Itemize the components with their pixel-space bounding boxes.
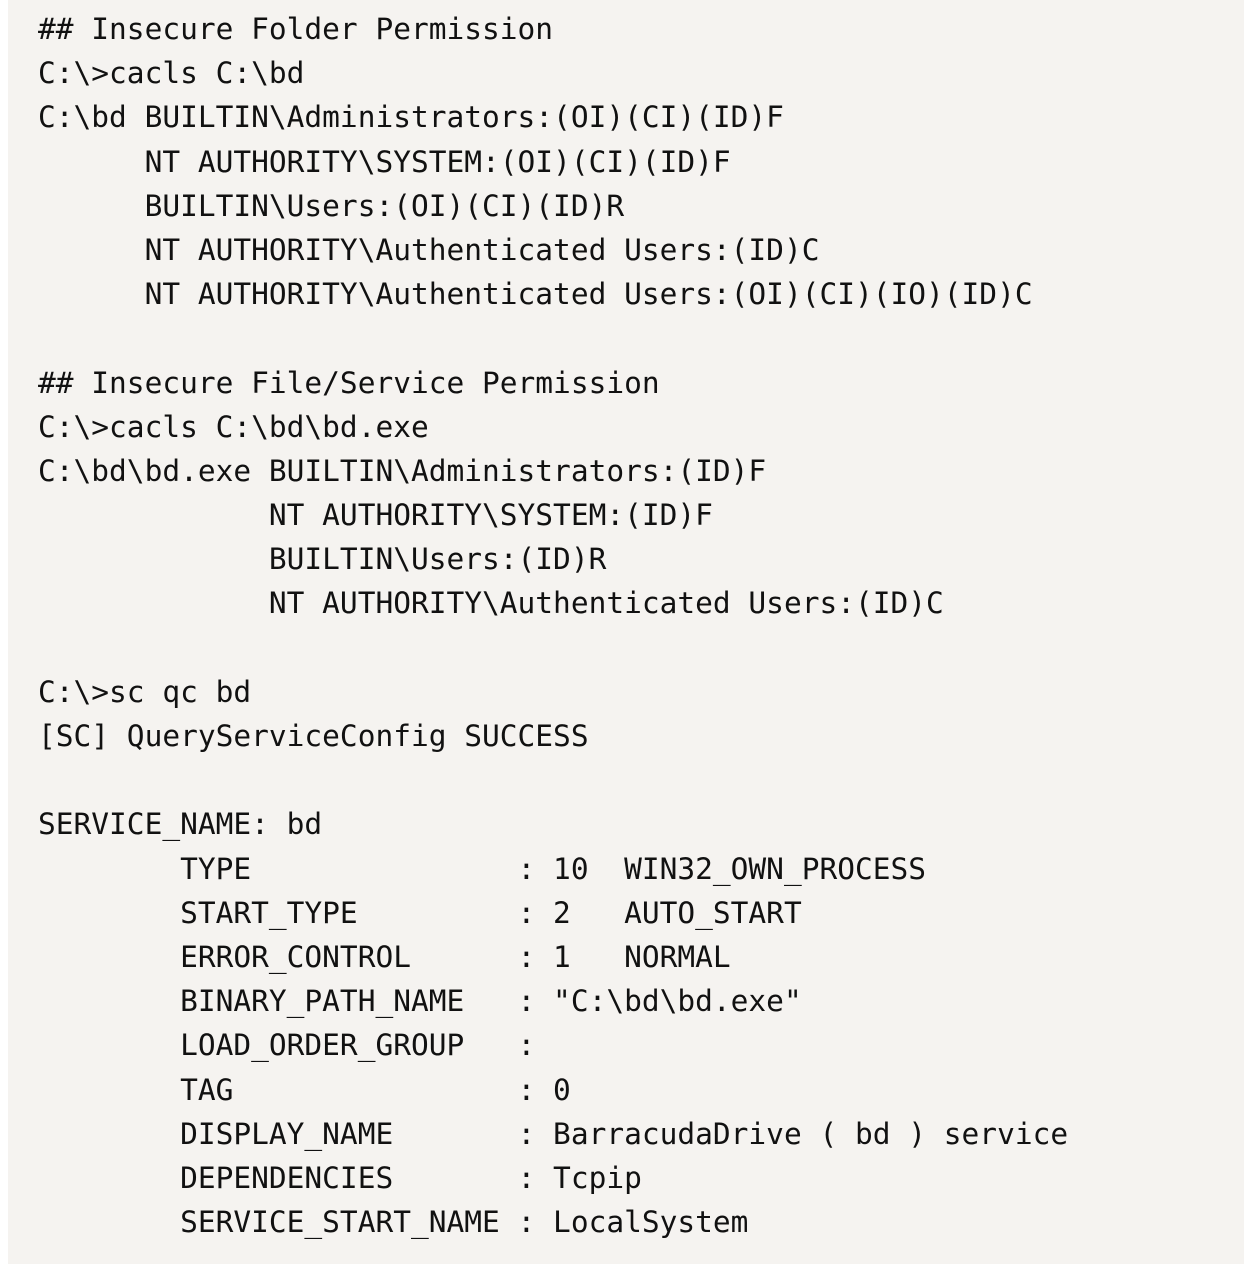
- code-line-blank: [38, 316, 1244, 360]
- code-line: C:\>cacls C:\bd: [38, 56, 305, 91]
- code-line: NT AUTHORITY\SYSTEM:(ID)F: [38, 498, 713, 533]
- code-line: [SC] QueryServiceConfig SUCCESS: [38, 719, 589, 753]
- code-line-heading-file-service: ## Insecure File/Service Permission: [38, 365, 660, 400]
- code-line-blank: [38, 626, 1244, 670]
- code-line: C:\>cacls C:\bd\bd.exe: [38, 409, 429, 444]
- code-line: BUILTIN\Users:(OI)(CI)(ID)R: [38, 188, 625, 223]
- code-line: DISPLAY_NAME : BarracudaDrive ( bd ) service: [38, 1116, 1069, 1151]
- code-line: ERROR_CONTROL : 1 NORMAL: [38, 939, 731, 974]
- code-line: NT AUTHORITY\Authenticated Users:(ID)C: [38, 232, 820, 267]
- code-line: SERVICE_NAME: bd: [38, 807, 323, 842]
- code-line: NT AUTHORITY\SYSTEM:(OI)(CI)(ID)F: [38, 144, 731, 179]
- code-line: C:\>sc qc bd: [38, 674, 252, 709]
- code-text[interactable]: [38, 7, 1244, 1244]
- code-line: TAG : 0: [38, 1072, 571, 1107]
- code-line: TYPE : 10 WIN32_OWN_PROCESS: [38, 851, 927, 886]
- code-line: LOAD_ORDER_GROUP :: [38, 1028, 536, 1063]
- code-block[interactable]: [8, 0, 1244, 1264]
- code-line: BUILTIN\Users:(ID)R: [38, 542, 607, 577]
- code-line: C:\bd BUILTIN\Administrators:(OI)(CI)(ID)F: [38, 100, 784, 135]
- code-line: NT AUTHORITY\Authenticated Users:(OI)(CI)(IO)(ID)C: [38, 277, 1033, 312]
- code-line: START_TYPE : 2 AUTO_START: [38, 895, 802, 930]
- code-line: DEPENDENCIES : Tcpip: [38, 1160, 642, 1195]
- code-line: SERVICE_START_NAME : LocalSystem: [38, 1205, 749, 1240]
- code-line: BINARY_PATH_NAME : "C:\bd\bd.exe": [38, 984, 802, 1019]
- code-line-heading-folder: ## Insecure Folder Permission: [38, 12, 554, 46]
- code-line: NT AUTHORITY\Authenticated Users:(ID)C: [38, 586, 944, 621]
- code-line-blank: [38, 758, 1244, 802]
- code-line: C:\bd\bd.exe BUILTIN\Administrators:(ID)F: [38, 453, 767, 488]
